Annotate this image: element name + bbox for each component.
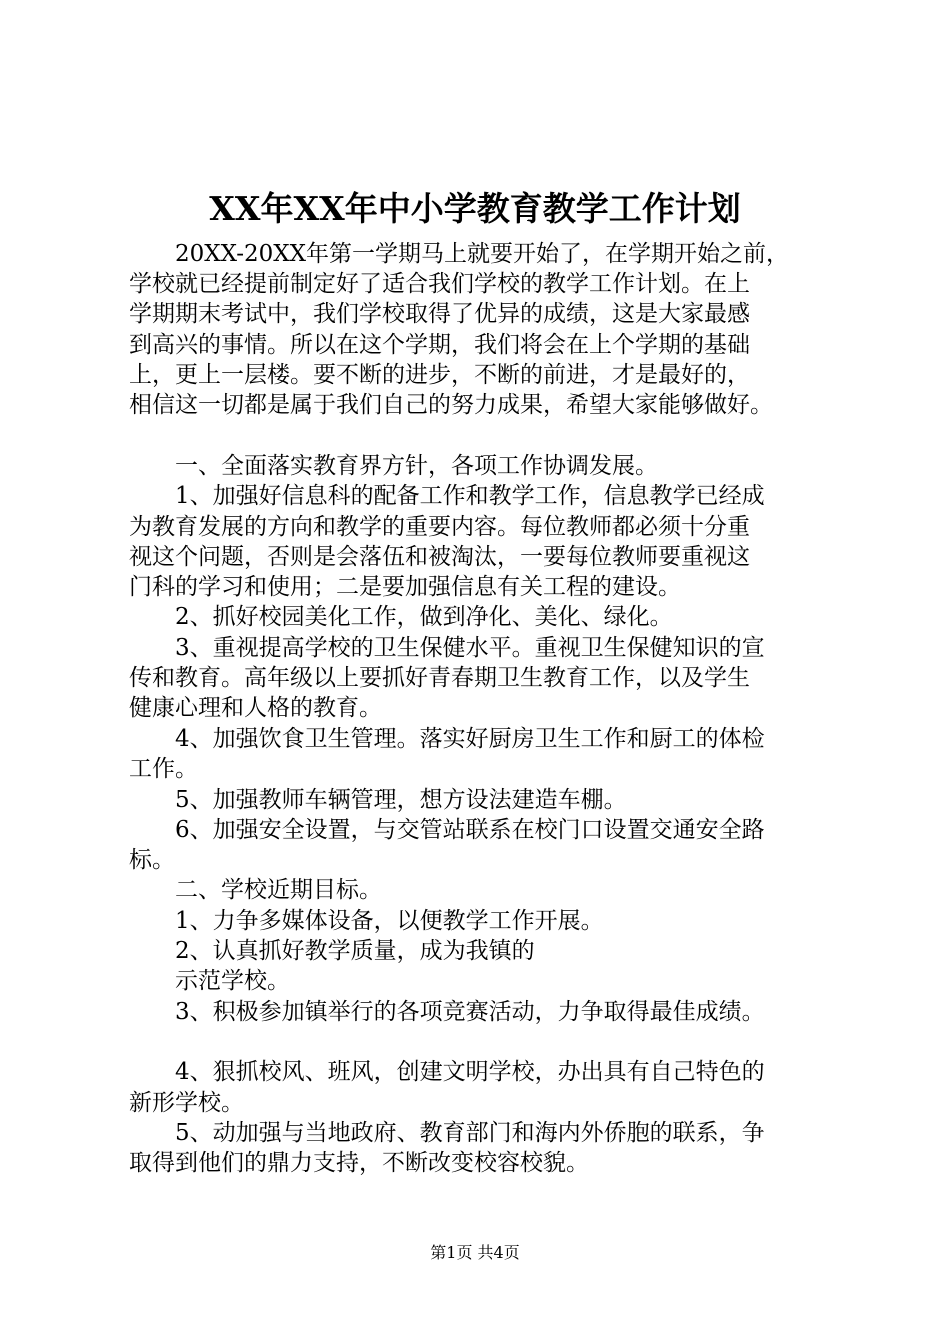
body-line: 5、动加强与当地政府、教育部门和海内外侨胞的联系，争 xyxy=(129,1120,765,1146)
body-line: 示范学校。 xyxy=(129,968,290,994)
section-heading: 二、学校近期目标。 xyxy=(129,877,382,903)
body-line: 5、加强教师车辆管理，想方设法建造车棚。 xyxy=(129,787,627,813)
body-line: 视这个问题，否则是会落伍和被淘汰，一要每位教师要重视这 xyxy=(129,544,750,570)
body-line: 3、积极参加镇举行的各项竞赛活动，力争取得最佳成绩。 xyxy=(129,999,765,1025)
body-line: 相信这一切都是属于我们自己的努力成果，希望大家能够做好。 xyxy=(129,392,773,418)
body-line: 1、力争多媒体设备，以便教学工作开展。 xyxy=(129,908,604,934)
body-line: 4、狠抓校风、班风，创建文明学校，办出具有自己特色的 xyxy=(129,1059,765,1085)
body-line: 学校就已经提前制定好了适合我们学校的教学工作计划。在上 xyxy=(129,271,750,297)
body-line: 4、加强饮食卫生管理。落实好厨房卫生工作和厨工的体检 xyxy=(129,726,765,752)
body-line: 6、加强安全设置，与交管站联系在校门口设置交通安全路 xyxy=(129,817,765,843)
body-line: 上，更上一层楼。要不断的进步，不断的前进，才是最好的， xyxy=(129,362,750,388)
body-line: 学期期末考试中，我们学校取得了优异的成绩，这是大家最感 xyxy=(129,301,750,327)
body-line: 3、重视提高学校的卫生保健水平。重视卫生保健知识的宣 xyxy=(129,635,765,661)
body-line: 到高兴的事情。所以在这个学期，我们将会在上个学期的基础 xyxy=(129,332,750,358)
body-line: 标。 xyxy=(129,847,175,873)
body-line: 传和教育。高年级以上要抓好青春期卫生教育工作，以及学生 xyxy=(129,665,750,691)
body-line: 为教育发展的方向和教学的重要内容。每位教师都必须十分重 xyxy=(129,514,750,540)
document-title: XX年XX年中小学教育教学工作计划 xyxy=(209,189,741,228)
body-line: 健康心理和人格的教育。 xyxy=(129,695,382,721)
body-line: 门科的学习和使用；二是要加强信息有关工程的建设。 xyxy=(129,574,681,600)
page-footer: 第1页 共4页 xyxy=(430,1243,520,1262)
body-line: 新形学校。 xyxy=(129,1090,244,1116)
body-line: 2、认真抓好教学质量，成为我镇的 xyxy=(129,938,535,964)
section-heading: 一、全面落实教育界方针，各项工作协调发展。 xyxy=(129,453,658,479)
body-line: 1、加强好信息科的配备工作和教学工作，信息教学已经成 xyxy=(129,483,765,509)
body-line: 2、抓好校园美化工作，做到净化、美化、绿化。 xyxy=(129,604,673,630)
body-line: 取得到他们的鼎力支持，不断改变校容校貌。 xyxy=(129,1150,589,1176)
body-line: 工作。 xyxy=(129,756,198,782)
body-line: 20XX-20XX年第一学期马上就要开始了，在学期开始之前， xyxy=(129,241,789,267)
